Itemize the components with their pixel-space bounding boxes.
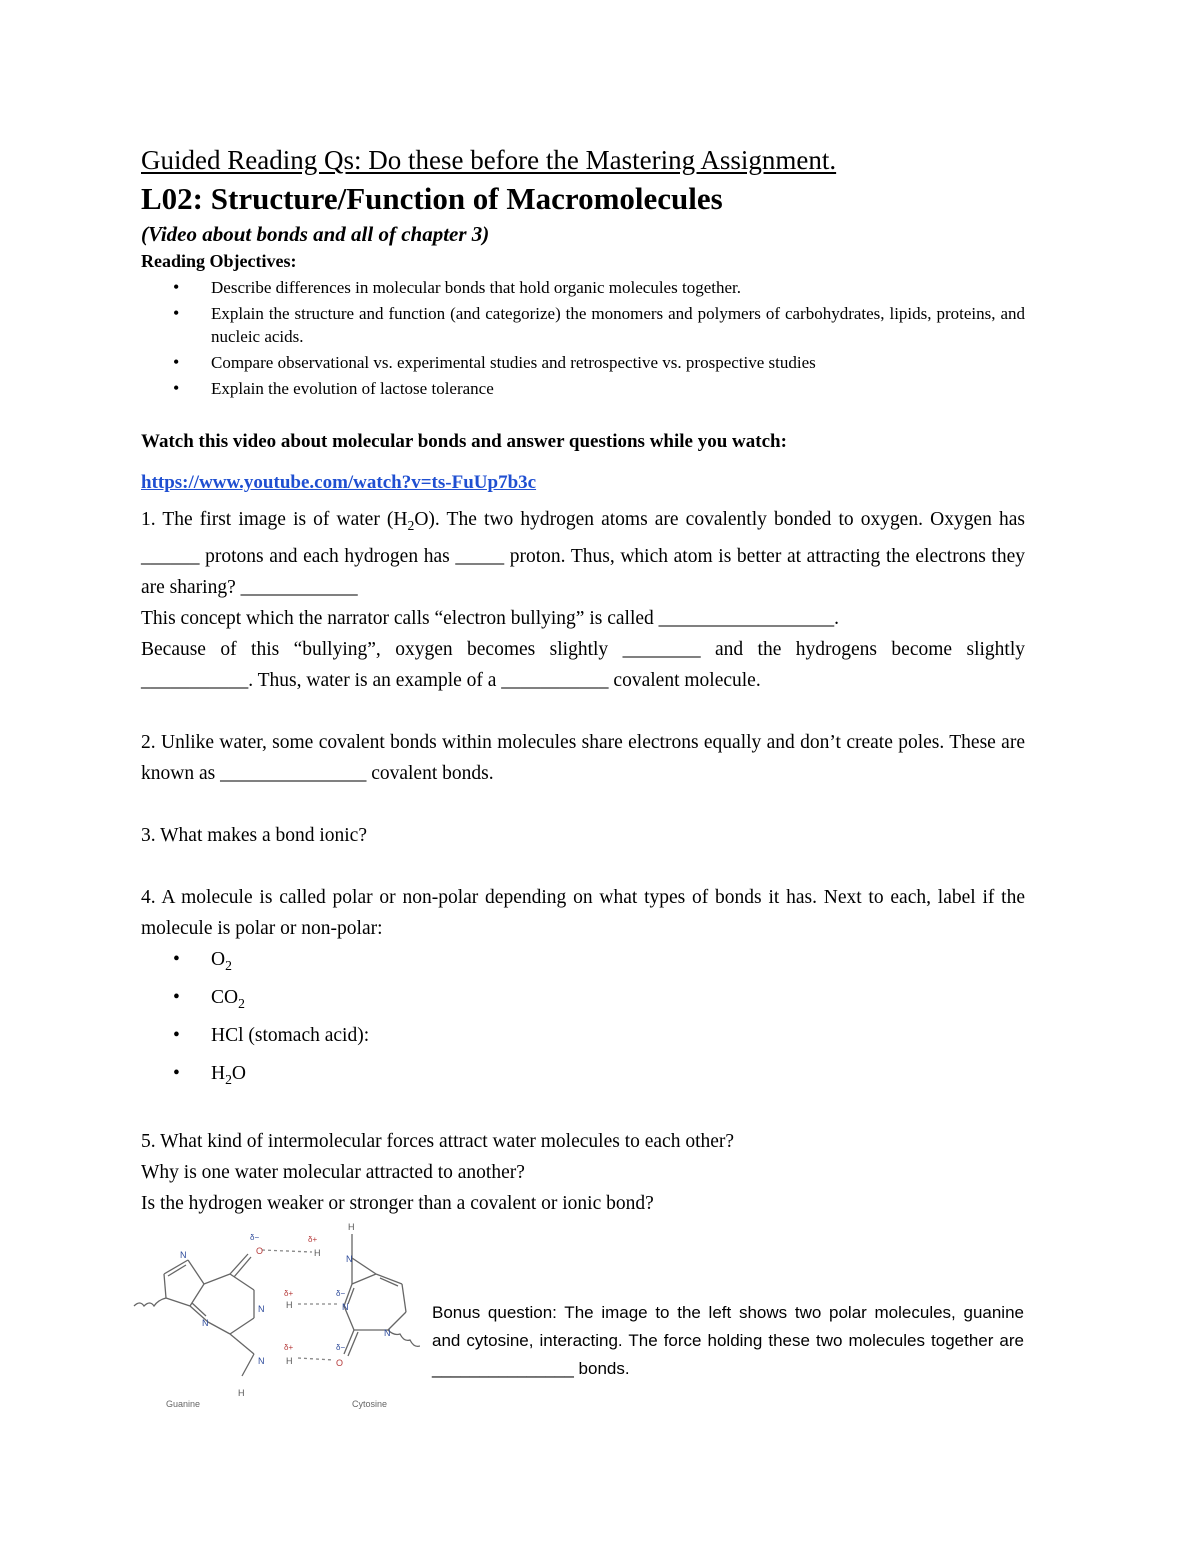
molecule-list <box>141 944 1025 1096</box>
hydrogen-bonds <box>262 1250 338 1360</box>
guanine-label: Guanine <box>166 1399 201 1409</box>
delta-plus: δ+ <box>284 1343 294 1352</box>
objectives-list <box>141 276 1025 400</box>
objective-item: • Describe differences in molecular bonds that hold organic molecules together. <box>211 276 1025 299</box>
question-5-line-1: 5. What kind of intermolecular forces attract water molecules to each other? <box>141 1131 735 1153</box>
molecule-item <box>211 944 1025 982</box>
bonus-question: Bonus question: The image to the left shows two polar molecules, guanine and cytosine, interacting. The force holding these two molecules together are _______________ bonds. <box>432 1303 1024 1378</box>
atom-o: O <box>256 1246 264 1256</box>
atom-n: N <box>384 1328 391 1338</box>
atom-h: H <box>348 1222 355 1232</box>
q1-subscript: 2 <box>407 517 415 533</box>
delta-plus: δ+ <box>284 1289 294 1298</box>
question-4: 4. A molecule is called polar or non-polar depending on what types of bonds it has. Next to each, label if the molecule is polar or non-polar: <box>141 886 1025 939</box>
page-title: L02: Structure/Function of Macromolecules <box>141 181 723 216</box>
atom-h: H <box>286 1356 293 1366</box>
guanine-cytosine-diagram <box>130 1218 420 1418</box>
objective-item: • Compare observational vs. experimental studies and retrospective vs. prospective studies <box>211 351 1025 374</box>
question-1-line-2: This concept which the narrator calls “electron bullying” is called __________________. <box>141 607 840 629</box>
atom-n: N <box>258 1356 265 1366</box>
atom-h: H <box>238 1388 245 1398</box>
delta-minus: δ− <box>250 1233 260 1242</box>
molecule-item <box>211 1020 1025 1058</box>
video-link-text[interactable]: https://www.youtube.com/watch?v=ts-FuUp7b3c <box>141 472 537 493</box>
molecule-sub: 2 <box>225 1071 232 1087</box>
atom-o: O <box>336 1358 344 1368</box>
document-page <box>141 140 1025 1219</box>
question-1-line-3: Because of this “bullying”, oxygen becomes slightly ________ and the hydrogens become slightly ___________. Thus, water is an example of a ___________ covalent molecule. <box>141 638 1025 691</box>
objectives-heading: Reading Objectives: <box>141 251 297 271</box>
question-3: 3. What makes a bond ionic? <box>141 824 367 846</box>
q1-text-a: 1. The first image is of water (H <box>141 509 408 530</box>
page-subtitle: (Video about bonds and all of chapter 3) <box>141 222 490 246</box>
bond-lines <box>134 1234 420 1376</box>
atom-h: H <box>286 1300 293 1310</box>
atom-h: H <box>314 1248 321 1258</box>
molecule-item <box>211 1058 1025 1096</box>
molecule-sub: 2 <box>225 957 232 973</box>
cytosine-label: Cytosine <box>352 1399 388 1409</box>
atom-labels <box>180 1222 391 1398</box>
delta-minus: δ− <box>336 1289 346 1298</box>
delta-plus: δ+ <box>308 1235 318 1244</box>
molecule-base: CO <box>211 986 239 1008</box>
molecule-rest: O <box>231 1062 247 1084</box>
molecule-base: O <box>211 948 226 970</box>
molecule-base: HCl (stomach acid): <box>211 1024 370 1046</box>
question-5-line-2: Why is one water molecular attracted to another? <box>141 1162 525 1184</box>
objective-item: • Explain the structure and function (and categorize) the monomers and polymers of carbohydrates, lipids, proteins, and nucleic acids. <box>211 302 1025 348</box>
question-1 <box>141 504 1025 603</box>
video-heading: Watch this video about molecular bonds and answer questions while you watch: <box>141 431 787 452</box>
atom-n: N <box>346 1254 353 1264</box>
atom-n: N <box>258 1304 265 1314</box>
question-2: 2. Unlike water, some covalent bonds within molecules share electrons equally and don’t create poles. These are known as _______________ covalent bonds. <box>141 731 1025 784</box>
molecule-base: H <box>211 1062 226 1084</box>
video-link[interactable] <box>141 468 1025 498</box>
atom-n: N <box>342 1302 349 1312</box>
question-5-line-3: Is the hydrogen weaker or stronger than a covalent or ionic bond? <box>141 1193 654 1215</box>
q1-text-b: O). The two hydrogen atoms are covalently bonded to oxygen. Oxygen has ______ protons and each hydrogen has _____ proton. Thus, which atom is better at attracting the electrons they are sharing? ____________ <box>141 509 1025 598</box>
molecule-item <box>211 982 1025 1020</box>
charge-labels <box>250 1233 345 1352</box>
atom-n: N <box>180 1250 187 1260</box>
molecule-sub: 2 <box>238 995 245 1011</box>
objective-item: • Explain the evolution of lactose tolerance <box>211 377 1025 400</box>
delta-minus: δ− <box>336 1343 346 1352</box>
atom-n: N <box>202 1318 209 1328</box>
guided-reading-header: Guided Reading Qs: Do these before the Mastering Assignment. <box>141 145 837 175</box>
